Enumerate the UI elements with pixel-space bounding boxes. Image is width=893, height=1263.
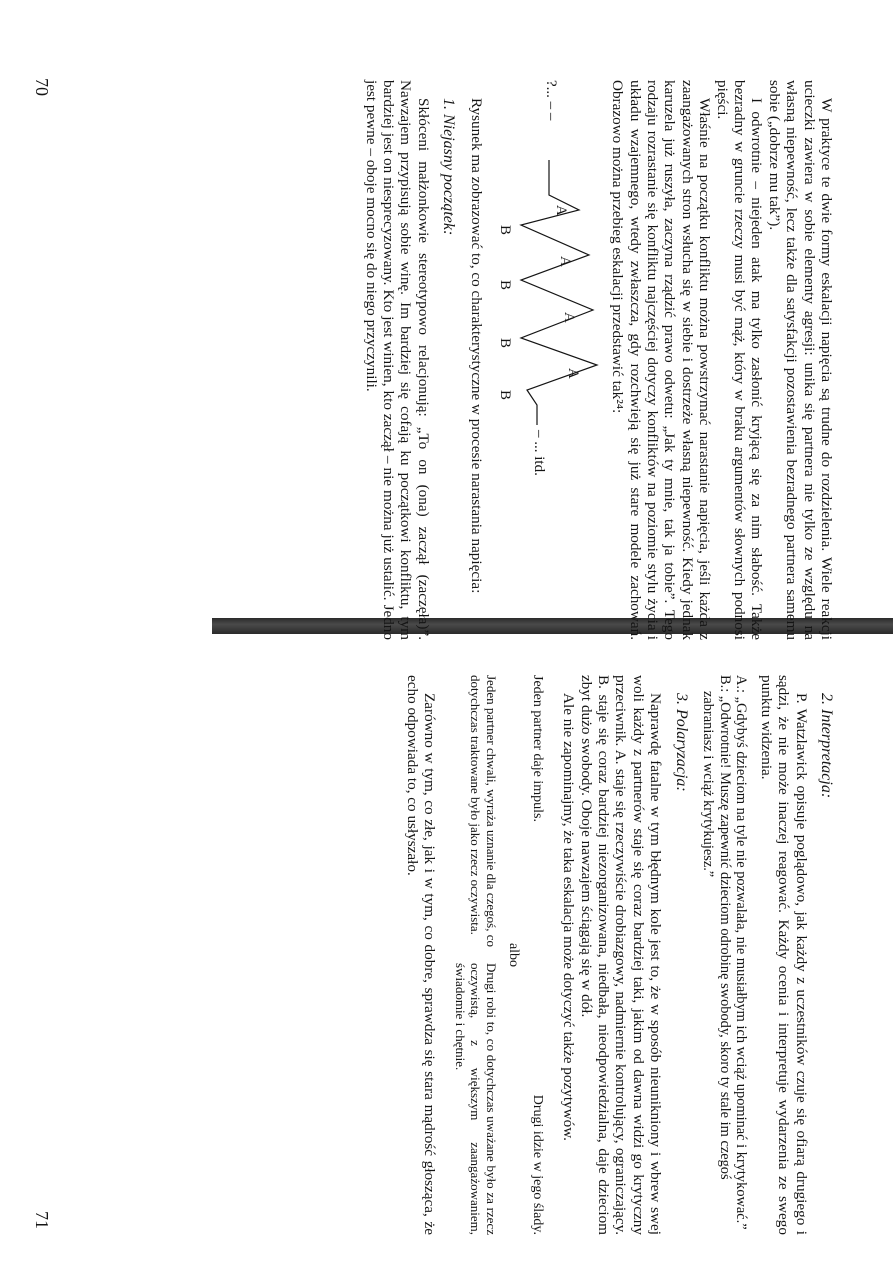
comparison-right: Drugi robi to, co dotychczas uważane było za rzecz oczywistą, z większym zaangażowaniem, świadomie i chętnie. (452, 963, 499, 1235)
page-70 (32, 78, 835, 640)
paragraph: Zarówno w tym, co złe, jak i w tym, co dobre, sprawdza się stara mądrość głosząca, że echo odpowiada to, co usłyszało. (404, 675, 439, 1235)
paragraph: W praktyce te dwie formy eskalacji napięcia są trudne do rozdzielenia. Wiele reakcji ucieczki zawiera w sobie elementy agresji: unika się partnera nie tylko ze względu na własną niepewność, lecz także dla satysfakcji pozostawienia bezradnego partnera samemu sobie („dobrze mu tak”). (765, 80, 835, 640)
paragraph: Rysunek ma zobrazować to, co charakterystyczne w procesie narastania napięcia: (467, 98, 485, 594)
diagram-label-b: B (496, 390, 513, 401)
diagram-label-b: B (496, 225, 513, 236)
section-heading: 3. Polaryzacja: (672, 693, 690, 792)
comparison-left: Jeden partner chwali, wyraża uznanie dla czegoś, co dotychczas traktowane było jako rzecz oczywista. (468, 675, 499, 947)
page-71-rotated (32, 675, 835, 1235)
paragraph: Ale nie zapominajmy, że taka eskalacja może dotyczyć także pozytywów. (560, 693, 578, 1141)
page-number: 71 (32, 1211, 52, 1229)
diagram-label-a: A (560, 312, 577, 323)
diagram-label-b: B (496, 338, 513, 349)
diagram-label-a: A (556, 256, 573, 267)
paragraph: P. Watzlawick opisuje poglądowo, jak każdy z uczestników czuje się ofiarą drugiego i sądzi, że nie może inaczej reagować. Każdy ocenia i interpretuje wydarzenia ze swego punktu widzenia. (757, 675, 810, 1235)
paragraph: Naprawdę fatalne w tym błędnym kole jest to, że w sposób nieunikniony i wbrew swej woli każdy z partnerów staje się coraz bardziej taki, jakim od dawna widzi go krytyczny przeciwnik. A. staje się rzeczywiście drobiazgowy, nadmiernie kontrolujący, ograniczający. B. staje się coraz bardziej niezorganizowana, niedbała, nieodpowiedzialna, daje dzieciom zbyt dużo swobody. Oboje nawzajem ściągają się w dół. (577, 675, 665, 1235)
diagram-label-a: A (552, 205, 569, 216)
paragraph: Skłóceni małżonkowie stereotypowo relacjonują: „To on (ona) zaczął (zaczęła)”. Nawzajem przypisują sobie winę. Im bardziej się cofają ku początkowi konfliktu, tym bardziej jest on niesprecyzowany. Kto jest winien, kto zaczął – nie można już ustalić. Jedno jest pewne – oboje mocno się do niego przyczynili. (362, 80, 432, 640)
diagram-start: ?... – – (542, 80, 559, 121)
dialog-line: B.: „Odwrotnie! Muszę zapewnić dzieciom odrobinę swobody, skoro ty stale im czegoś zabraniasz i wciąż krytykujesz.” (700, 675, 733, 1180)
impulse-left: Jeden partner daje impuls. (529, 675, 545, 822)
paragraph: I odwrotnie – niejeden atak ma tylko zasłonić kryjącą się za nim słabość. Także bezradny w gruncie rzeczy musi być mąż, który w braku argumentów słownych podnosi pięści. (713, 80, 766, 640)
page-71 (32, 675, 835, 1235)
escalation-diagram (491, 80, 599, 640)
section-heading: 2. Interpretacja: (818, 693, 835, 799)
dialog-line: A.: „Gdybyś dzieciom na tyle nie pozwalała, nie musiałbym ich wciąż upominać i krytykować.” (733, 675, 750, 1230)
albo-label: albo (506, 942, 522, 968)
diagram-label-b: B (496, 280, 513, 291)
page-number: 70 (32, 78, 52, 96)
comparison-columns (452, 675, 499, 1235)
section-heading: 1. Niejasny początek: (440, 98, 458, 236)
impulse-row (528, 675, 545, 1235)
paragraph: Właśnie na początku konfliktu można powstrzymać narastanie napięcia, jeśli każda z zaangażowanych stron wsłucha się w siebie i dostrzeże własną niepewność. Kiedy jednak karuzela już ruszyła, zaczyna rządzić prawo odwetu: „Jak ty mnie, tak ja tobie”. Tego rodzaju rozrastanie się konfliktu najczęściej dotyczy konfliktów na poziomie stylu życia i układu wzajemnego, wtedy zwłaszcza, gdy rozchwieją się już stare modele zachowań. Obrazowo można przebieg eskalacji przedstawić tak²⁴: (609, 80, 714, 640)
diagram-end: – ... itd. (530, 430, 547, 476)
diagram-label-a: A (564, 368, 581, 379)
impulse-right: Drugi idzie w jego ślady. (529, 1094, 545, 1235)
page-70-rotated (32, 78, 835, 640)
escalation-zigzag (491, 80, 599, 640)
